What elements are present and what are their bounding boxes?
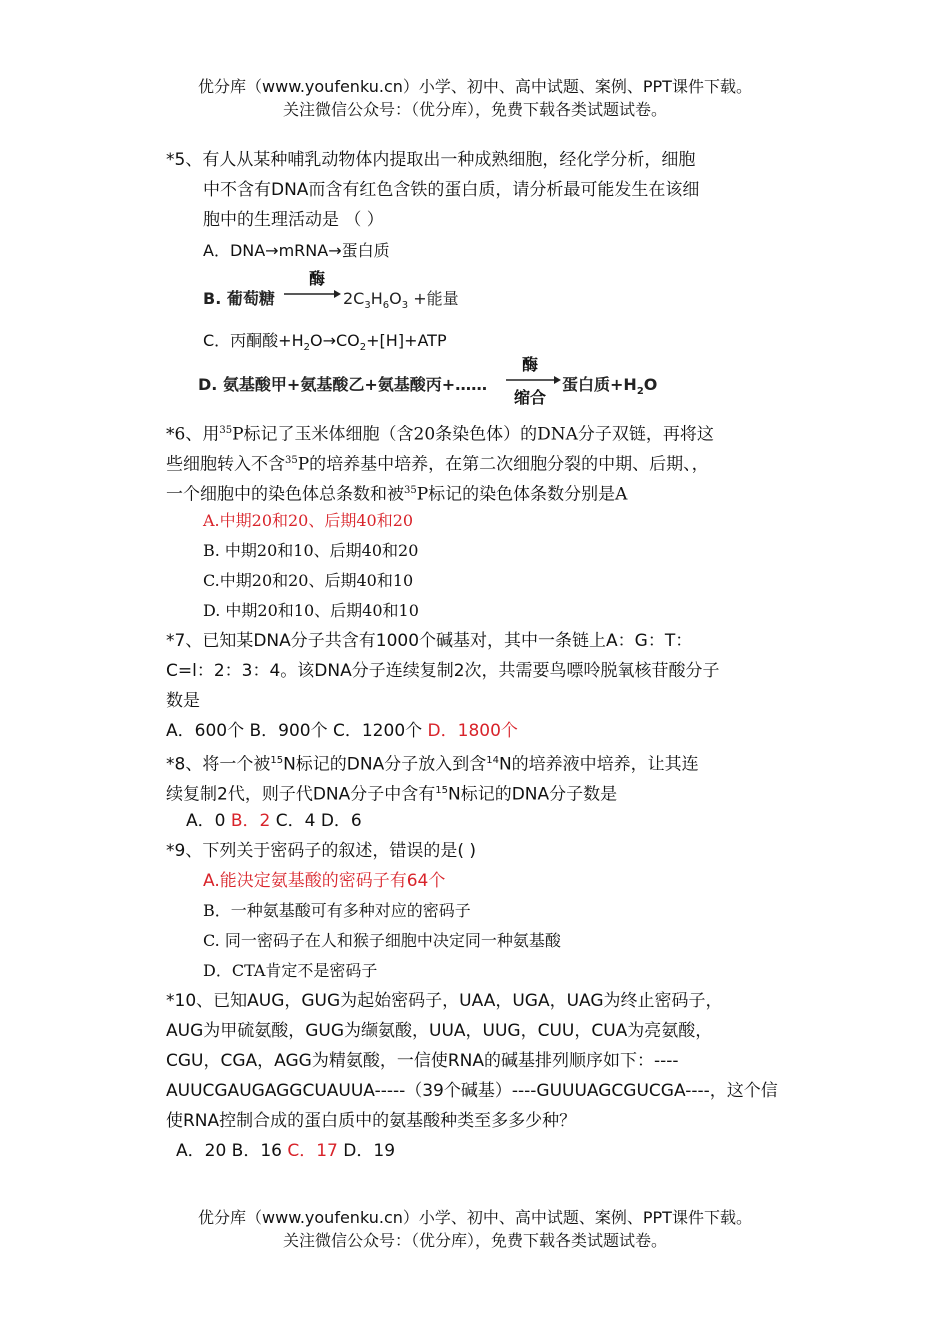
- q10-stem-line-5: 使RNA控制合成的蛋白质中的氨基酸种类至多多少种？: [166, 1111, 577, 1131]
- q7-stem-line-3: 数是: [166, 691, 200, 711]
- q5-option-d-condition-label: 缩合: [513, 388, 546, 407]
- q9-option-c: C. 同一密码子在人和猴子细胞中决定同一种氨基酸: [203, 931, 561, 950]
- q6-option-d: D. 中期20和10、后期40和10: [203, 601, 419, 620]
- q8-stem-line-2: 续复制2代，则子代DNA分子中含有$^{15}$N标记的DNA分子数是: [166, 784, 618, 805]
- q5-option-b-enzyme-label: 酶: [308, 269, 325, 288]
- q10-stem-line-1: *10、已知AUG，GUG为起始密码子，UAA，UGA，UAG为终止密码子，: [166, 991, 723, 1011]
- q8-options: A．0 B．2 C．4 D．6: [186, 811, 362, 831]
- q10-stem-line-2: AUG为甲硫氨酸，GUG为缬氨酸，UUA，UUG，CUU，CUA为亮氨酸，: [166, 1021, 713, 1041]
- q10-answer-c: C．17: [287, 1141, 338, 1161]
- q5-option-b-arrow: [282, 288, 342, 300]
- q7-stem-line-1: *7、已知某DNA分子共含有1000个碱基对，其中一条链上A：G：T：: [166, 631, 693, 651]
- q5-option-c: C．丙酮酸$+H_2O\to CO_2+[H]+ATP$: [203, 331, 447, 354]
- header-line-2: 关注微信公众号：（优分库），免费下载各类试题试卷。: [282, 100, 667, 119]
- q5-option-b: [203, 286, 275, 309]
- q10-stem-line-3: CGU，CGA，AGG为精氨酸，一信使RNA的碱基排列顺序如下：----: [166, 1051, 679, 1071]
- q5-option-d-product: 蛋白质$+H_2O$: [562, 375, 658, 398]
- q5-option-b-reactant: B. 葡萄糖: [203, 289, 275, 308]
- q5-option-d-reactants: D. 氨基酸甲+氨基酸乙+氨基酸丙+……: [198, 375, 488, 394]
- q8-answer-b: B．2: [230, 811, 271, 831]
- q9-option-b: B．一种氨基酸可有多种对应的密码子: [203, 901, 471, 920]
- q5-option-d-enzyme-label: 酶: [521, 355, 538, 374]
- q5-stem-line-3: 胞中的生理活动是 （ ）: [203, 210, 384, 230]
- q8-stem-line-1: *8、将一个被$^{15}$N标记的DNA分子放入到含$^{14}$N的培养液中培养，让其连: [166, 754, 699, 775]
- q6-option-b: B. 中期20和10、后期40和20: [203, 541, 419, 560]
- q5-option-a: A．DNA→mRNA→蛋白质: [203, 241, 390, 260]
- header-line-1: 优分库（www.youfenku.cn）小学、初中、高中试题、案例、PPT课件下载。: [198, 77, 752, 96]
- q6-stem-line-2: 些细胞转入不含$^{35}$P的培养基中培养，在第二次细胞分裂的中期、后期、，: [166, 454, 709, 475]
- q5-stem-line-1: *5、有人从某种哺乳动物体内提取出一种成熟细胞，经化学分析，细胞: [166, 150, 696, 170]
- q6-option-a: A.中期20和20、后期40和20: [203, 511, 414, 530]
- q10-stem-line-4: AUUCGAUGAGGCUAUUA-----（39个碱基）----GUUUAGCGUCGA----，这个信: [166, 1081, 778, 1101]
- q9-stem: *9、下列关于密码子的叙述，错误的是( ): [166, 841, 476, 861]
- q5-stem-line-2: 中不含有DNA而含有红色含铁的蛋白质，请分析最可能发生在该细: [203, 180, 700, 200]
- q6-stem-line-3: 一个细胞中的染色体总条数和被$^{35}$P标记的染色体条数分别是A: [166, 484, 628, 505]
- q9-option-a: A.能决定氨基酸的密码子有64个: [203, 871, 446, 891]
- footer-line-2: 关注微信公众号：（优分库），免费下载各类试题试卷。: [282, 1231, 667, 1250]
- footer-line-1: 优分库（www.youfenku.cn）小学、初中、高中试题、案例、PPT课件下载。: [198, 1208, 752, 1227]
- q6-stem-line-1: *6、用$^{35}$P标记了玉米体细胞（含20条染色体）的DNA分子双链，再将这: [166, 424, 714, 445]
- q5-option-b-product: $2C_3H_6O_3$ +能量: [343, 289, 459, 312]
- q6-option-c: C.中期20和20、后期40和10: [203, 571, 414, 590]
- q9-option-d: D．CTA肯定不是密码子: [203, 961, 378, 980]
- q7-options: A．600个 B．900个 C．1200个 D．1800个: [166, 721, 518, 741]
- q7-answer-d: D．1800个: [427, 721, 518, 741]
- q10-options: A．20 B．16 C．17 D．19: [176, 1141, 396, 1161]
- q7-stem-line-2: C=l：2：3：4。该DNA分子连续复制2次，共需要鸟嘌呤脱氧核苷酸分子: [166, 661, 720, 681]
